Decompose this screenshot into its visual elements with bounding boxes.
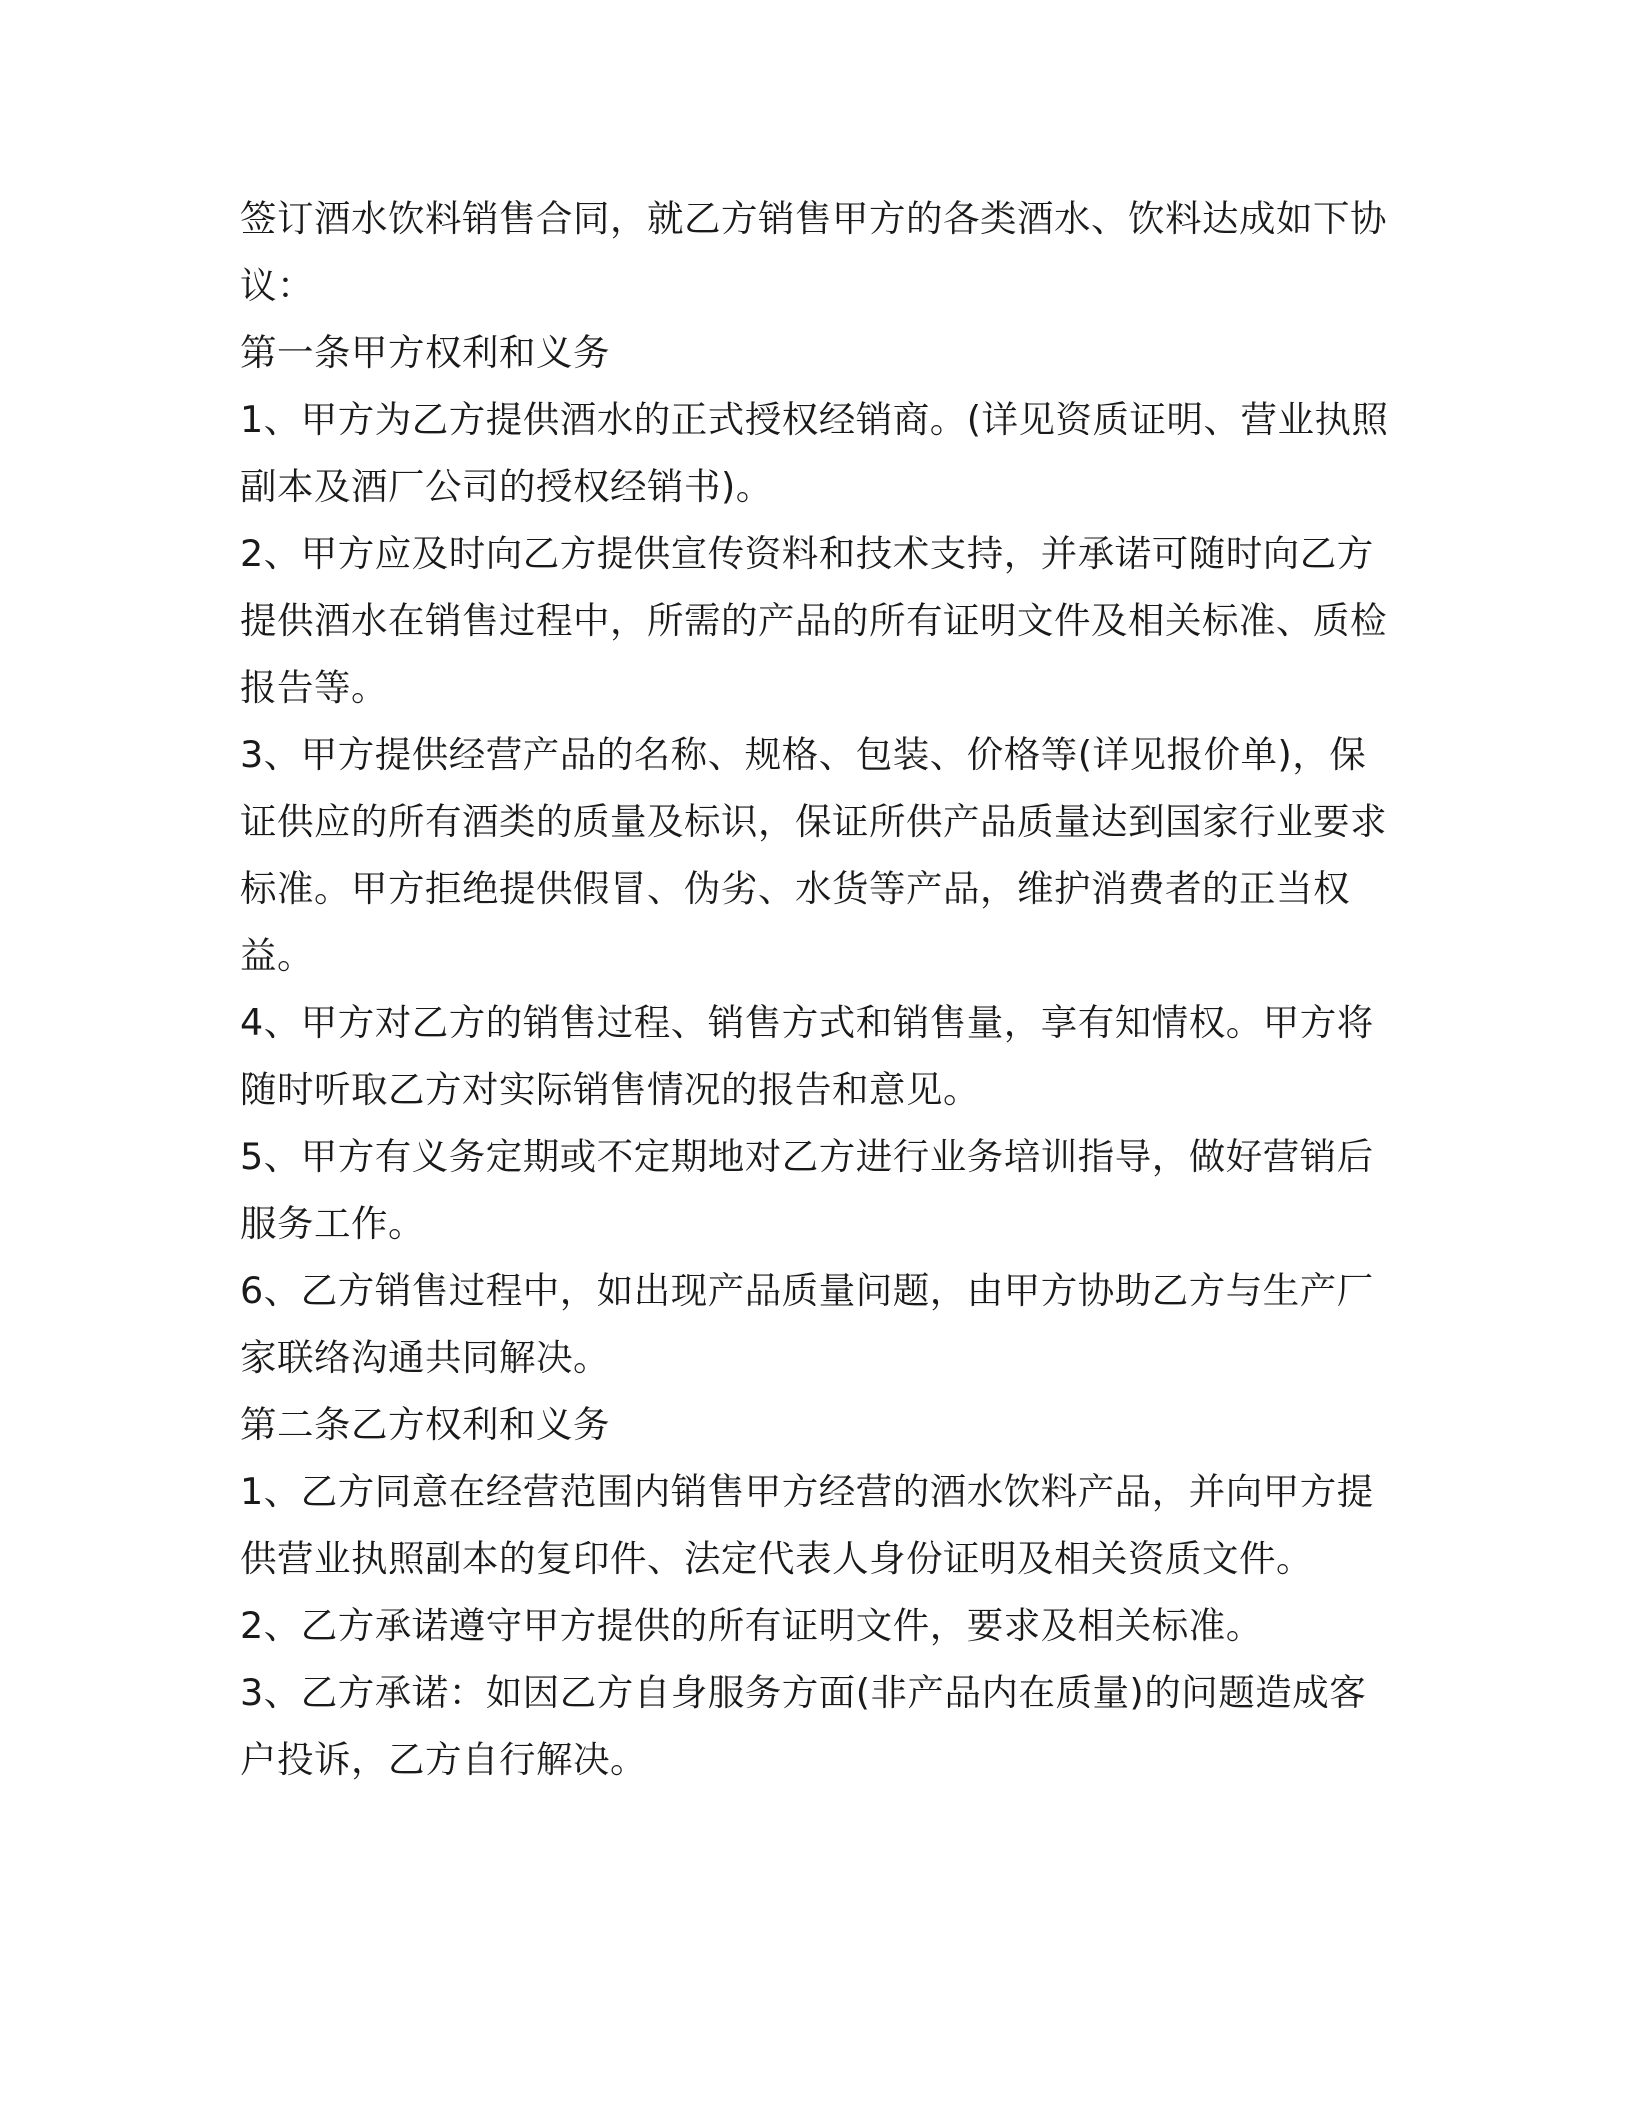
clause-b-3: 3、乙方承诺：如因乙方自身服务方面(非产品内在质量)的问题造成客户投诉，乙方自行解决。 — [240, 1671, 1367, 1781]
clause-b-2: 2、乙方承诺遵守甲方提供的所有证明文件，要求及相关标准。 — [240, 1604, 1263, 1647]
section-heading-party-b: 第二条乙方权利和义务 — [240, 1403, 610, 1446]
clause-a-1: 1、甲方为乙方提供酒水的正式授权经销商。(详见资质证明、营业执照副本及酒厂公司的授权经销书)。 — [240, 398, 1389, 508]
clause-a-3: 3、甲方提供经营产品的名称、规格、包装、价格等(详见报价单)，保证供应的所有酒类的质量及标识，保证所供产品质量达到国家行业要求标准。甲方拒绝提供假冒、伪劣、水货等产品，维护消费者的正当权益。 — [240, 733, 1387, 977]
section-heading-party-a: 第一条甲方权利和义务 — [240, 331, 610, 374]
document-body — [240, 185, 1400, 1793]
clause-b-1: 1、乙方同意在经营范围内销售甲方经营的酒水饮料产品，并向甲方提供营业执照副本的复印件、法定代表人身份证明及相关资质文件。 — [240, 1470, 1374, 1580]
intro-paragraph: 签订酒水饮料销售合同，就乙方销售甲方的各类酒水、饮料达成如下协议： — [240, 197, 1387, 307]
clause-a-5: 5、甲方有义务定期或不定期地对乙方进行业务培训指导，做好营销后服务工作。 — [240, 1135, 1374, 1245]
clause-a-6: 6、乙方销售过程中，如出现产品质量问题，由甲方协助乙方与生产厂家联络沟通共同解决。 — [240, 1269, 1374, 1379]
clause-a-2: 2、甲方应及时向乙方提供宣传资料和技术支持，并承诺可随时向乙方提供酒水在销售过程中，所需的产品的所有证明文件及相关标准、质检报告等。 — [240, 532, 1387, 709]
clause-a-4: 4、甲方对乙方的销售过程、销售方式和销售量，享有知情权。甲方将随时听取乙方对实际销售情况的报告和意见。 — [240, 1001, 1374, 1111]
